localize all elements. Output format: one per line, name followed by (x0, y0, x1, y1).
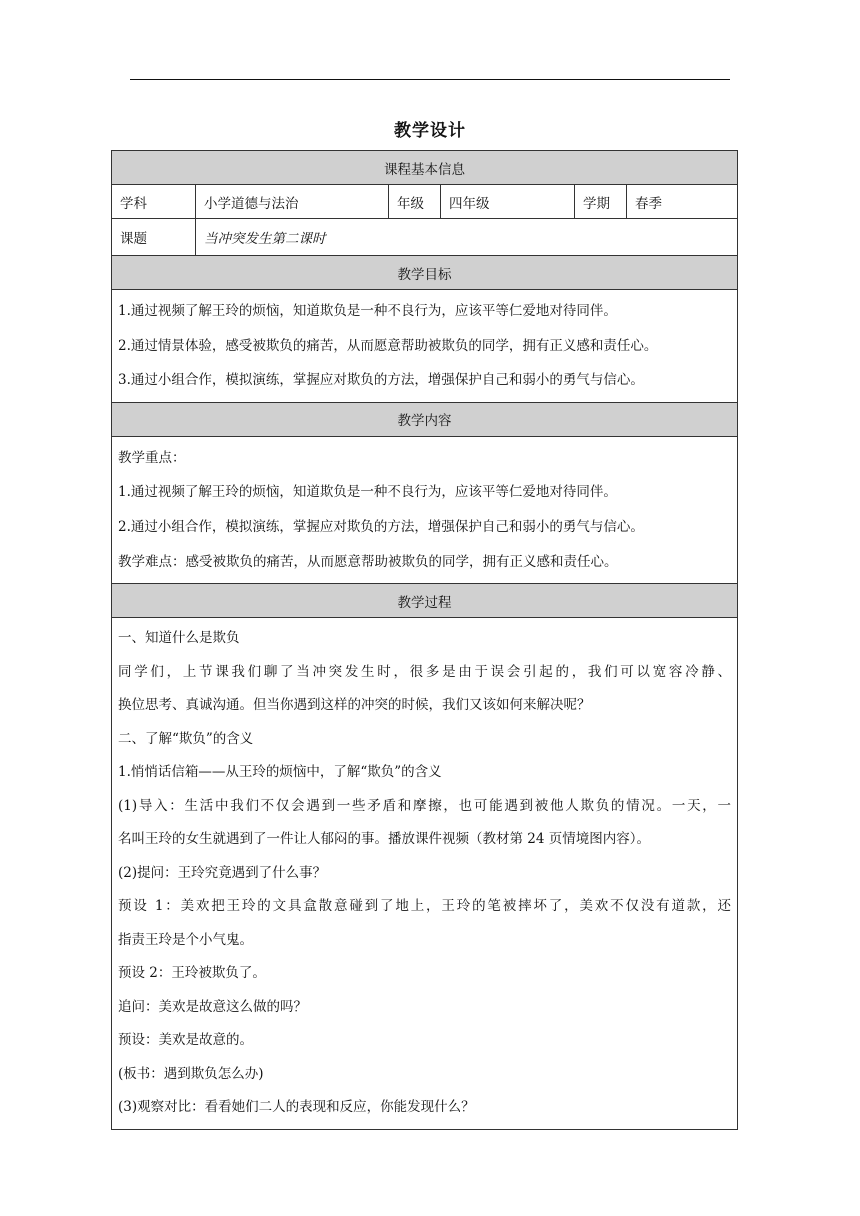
process-line: (1)导入：生活中我们不仅会遇到一些矛盾和摩擦，也可能遇到被他人欺负的情况。一天，一 (118, 797, 732, 814)
process-heading: 二、了解“欺负”的含义 (118, 730, 254, 747)
content-cell (112, 436, 738, 583)
process-line: 预设：美欢是故意的。 (118, 1032, 253, 1049)
goal-item: 3.通过小组合作，模拟演练，掌握应对欺负的方法，增强保护自己和弱小的勇气与信心。 (118, 372, 644, 389)
section-header-content: 教学内容 (112, 402, 738, 436)
grade-label: 年级 (389, 185, 441, 219)
subject-label: 学科 (112, 185, 196, 219)
process-line: (2)提问：王玲究竟遇到了什么事？ (118, 864, 327, 881)
goals-cell (112, 290, 738, 403)
grade-value: 四年级 (441, 185, 575, 219)
subject-value: 小学道德与法治 (196, 185, 389, 219)
process-line: 预设 1：美欢把王玲的文具盒散意碰到了地上，王玲的笔被摔坏了，美欢不仅没有道款，还 (118, 898, 732, 915)
process-line: (板书：遇到欺负怎么办) (118, 1065, 264, 1082)
topic-value: 当冲突发生第二课时 (196, 219, 738, 256)
goal-item: 1.通过视频了解王玲的烦恼，知道欺负是一种不良行为，应该平等仁爱地对待同伴。 (118, 303, 617, 319)
lesson-plan-table (111, 150, 738, 1130)
process-line: 名叫王玲的女生就遇到了一件让人郁闷的事。播放课件视频（教材第 24 页情境图内容）。 (118, 831, 651, 848)
process-line: 预设 2：王玲被欺负了。 (118, 965, 266, 982)
section-header-process: 教学过程 (112, 584, 738, 618)
process-line: 1.悄悄话信箱——从王玲的烦恼中，了解“欺负”的含义 (118, 764, 442, 781)
section-header-basic-info: 课程基本信息 (112, 151, 738, 185)
process-line: 换位思考、真诚沟通。但当你遇到这样的冲突的时候，我们又该如何来解决呢？ (118, 697, 591, 714)
header-rule (130, 79, 730, 80)
process-line: 同学们，上节课我们聊了当冲突发生时，很多是由于误会引起的，我们可以宽容冷静、 (118, 663, 732, 680)
process-line: 指责王玲是个小气鬼。 (118, 931, 253, 948)
section-header-goals: 教学目标 (112, 256, 738, 290)
topic-label: 课题 (112, 219, 196, 256)
term-value: 春季 (627, 185, 738, 219)
content-line: 教学难点：感受被欺负的痛苦，从而愿意帮助被欺负的同学，拥有正义感和责任心。 (118, 553, 618, 570)
page-title: 教学设计 (394, 121, 466, 141)
content-line: 2.通过小组合作，模拟演练，掌握应对欺负的方法，增强保护自己和弱小的勇气与信心。 (118, 518, 644, 535)
process-line: 追问：美欢是故意这么做的吗？ (118, 998, 307, 1015)
process-heading: 一、知道什么是欺负 (118, 630, 240, 647)
content-line: 1.通过视频了解王玲的烦恼，知道欺负是一种不良行为，应该平等仁爱地对待同伴。 (118, 484, 617, 501)
process-line: (3)观察对比：看看她们二人的表现和反应，你能发现什么？ (118, 1099, 475, 1116)
process-cell (112, 618, 738, 1130)
term-label: 学期 (575, 185, 627, 219)
goal-item: 2.通过情景体验，感受被欺负的痛苦，从而愿意帮助被欺负的同学，拥有正义感和责任心。 (118, 337, 658, 354)
content-line: 教学重点： (118, 449, 186, 466)
